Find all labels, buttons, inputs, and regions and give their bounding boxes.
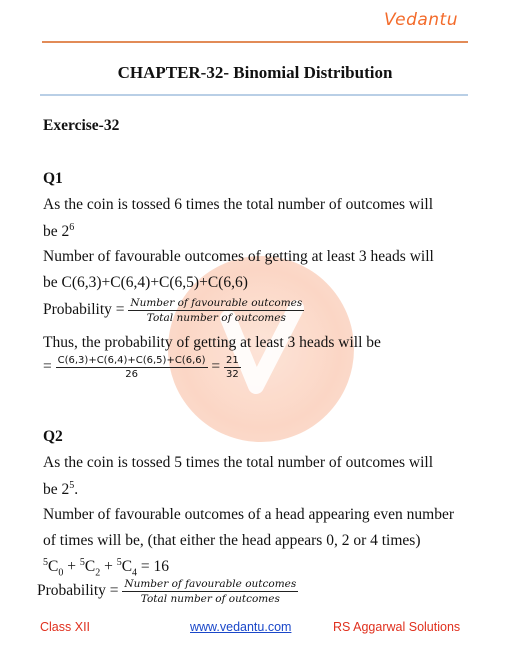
- q1-line4: be C(6,3)+C(6,4)+C(6,5)+C(6,6): [43, 274, 248, 291]
- q1-line3: Number of favourable outcomes of getting at least 3 heads will: [43, 248, 434, 265]
- footer-class: Class XII: [40, 620, 91, 634]
- header-divider: [42, 41, 468, 43]
- footer-series: RS Aggarwal Solutions: [333, 620, 461, 634]
- q1-probability: Probability = $\frac{\text{Number of favourable outcomes}}{\text{Total number of outcomes}}$: [43, 297, 303, 324]
- vedantu-logo: Vedantu: [383, 10, 458, 30]
- q2-probability-fraction: $\frac{\text{Number of favourable outcomes}}{\text{Total number of outcomes}}$: [124, 578, 297, 605]
- q1-calc-fraction: $\frac{C(6,3)+C(6,4)+C(6,5)+C(6,6)}{26}$: [57, 355, 206, 380]
- title-divider: [40, 94, 468, 96]
- q2-line4: of times will be, (that either the head appears 0, 2 or 4 times): [43, 532, 421, 549]
- q2-label: Q2: [43, 428, 63, 445]
- q2-combination-sum: $^5C_0 + ^5C_2 + ^5C_4 = 16$: [43, 557, 170, 579]
- q2-line1: As the coin is tossed 5 times the total number of outcomes will: [43, 454, 434, 471]
- footer-website-link[interactable]: www.vedantu.com: [190, 620, 292, 634]
- q2-probability: Probability = $\frac{\text{Number of favourable outcomes}}{\text{Total number of outcomes}}$: [37, 578, 297, 605]
- q1-label: Q1: [43, 170, 63, 187]
- q1-line6: Thus, the probability of getting at least 3 heads will be: [43, 334, 381, 351]
- q1-calculation: = $\frac{C(6,3)+C(6,4)+C(6,5)+C(6,6)}{26}$ = $\frac{21}{32}$: [43, 355, 239, 380]
- chapter-title: CHAPTER-32- Binomial Distribution: [117, 63, 393, 82]
- q2-line3: Number of favourable outcomes of a head appearing even number: [43, 506, 455, 523]
- q1-line1: As the coin is tossed 6 times the total number of outcomes will: [43, 196, 434, 213]
- q2-line2: be $2^5$.: [43, 480, 79, 499]
- q1-result-fraction: $\frac{21}{32}$: [226, 355, 239, 380]
- q1-line2: be $2^6$: [43, 222, 75, 241]
- exercise-heading: Exercise-32: [43, 117, 120, 134]
- q1-probability-fraction: $\frac{\text{Number of favourable outcomes}}{\text{Total number of outcomes}}$: [130, 297, 303, 324]
